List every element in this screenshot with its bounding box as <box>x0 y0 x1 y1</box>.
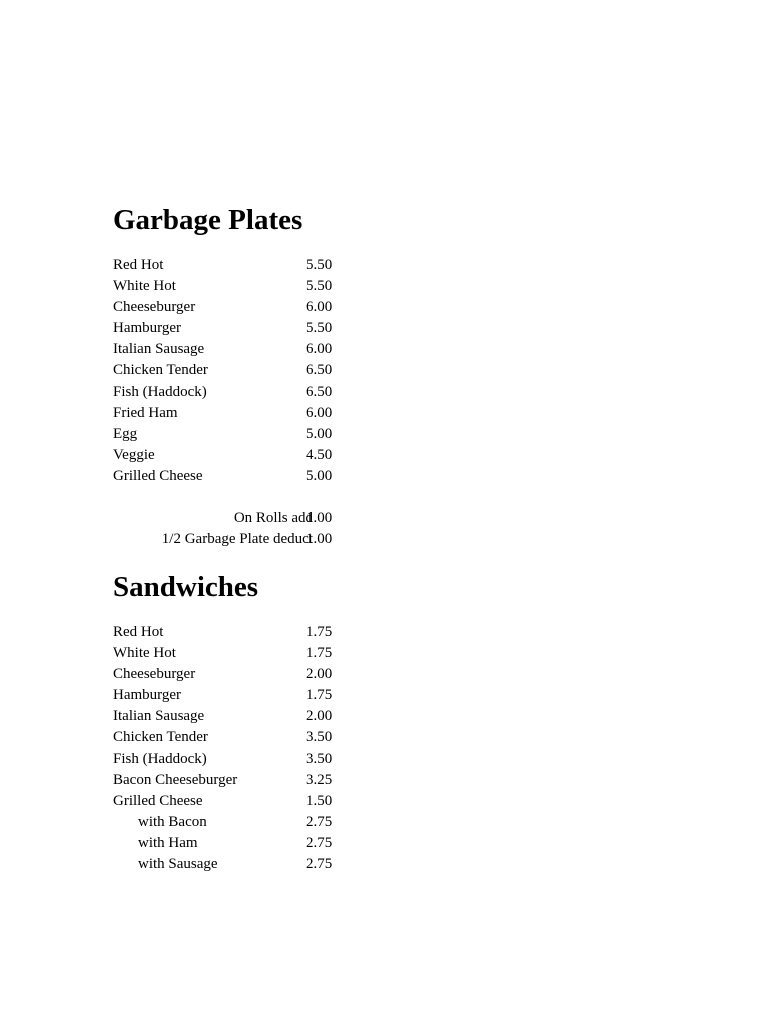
garbage-plate-item <box>113 276 353 297</box>
item-price: 1.75 <box>306 687 333 704</box>
item-price: 2.75 <box>306 834 333 851</box>
sandwich-item <box>113 770 353 791</box>
item-price: 4.50 <box>306 446 333 463</box>
garbage-plate-item <box>113 318 353 339</box>
garbage-plates-list <box>113 255 353 487</box>
item-name: Red Hot <box>113 257 164 273</box>
item-price: 5.50 <box>306 278 333 295</box>
item-price: 1.00 <box>306 531 333 548</box>
sandwich-item <box>113 706 353 727</box>
item-price: 2.75 <box>306 813 333 830</box>
item-name: Hamburger <box>113 320 182 337</box>
sandwich-item <box>113 854 353 875</box>
garbage-plate-item <box>113 255 353 276</box>
item-name: Italian Sausage <box>113 708 205 725</box>
sandwich-item <box>113 643 353 664</box>
item-price: 3.50 <box>306 729 333 746</box>
item-name: Cheeseburger <box>113 666 196 683</box>
garbage-plate-item <box>113 360 353 381</box>
item-name: Egg <box>113 425 138 442</box>
item-name: with Bacon <box>138 813 207 830</box>
item-name: Fried Ham <box>113 404 178 421</box>
item-price: 1.75 <box>306 645 333 662</box>
garbage-plate-item <box>113 339 353 360</box>
garbage-plate-adjustment <box>113 508 353 529</box>
garbage-plate-item <box>113 445 353 466</box>
item-price: 2.75 <box>306 856 333 873</box>
item-price: 2.00 <box>306 708 333 725</box>
item-name: Fish (Haddock) <box>113 750 207 767</box>
item-price: 6.50 <box>306 383 333 400</box>
item-name: Red Hot <box>113 624 164 640</box>
item-name: White Hot <box>113 278 176 295</box>
item-price: 5.00 <box>306 425 333 442</box>
item-price: 6.50 <box>306 362 333 379</box>
garbage-plate-adjustment <box>113 529 353 550</box>
sandwiches-list <box>113 622 353 875</box>
item-name: Grilled Cheese <box>113 792 203 809</box>
sandwich-item <box>113 791 353 812</box>
item-name: Veggie <box>113 446 155 463</box>
item-name: with Ham <box>138 834 198 851</box>
sandwich-item <box>113 664 353 685</box>
item-price: 1.75 <box>306 624 333 640</box>
item-price: 6.00 <box>306 341 333 358</box>
garbage-plate-item <box>113 466 353 487</box>
item-name: Fish (Haddock) <box>113 383 207 400</box>
item-price: 1.50 <box>306 792 333 809</box>
item-price: 5.50 <box>306 320 333 337</box>
garbage-plate-item <box>113 403 353 424</box>
item-name: Grilled Cheese <box>113 467 203 484</box>
sandwich-item <box>113 727 353 748</box>
garbage-plate-item <box>113 297 353 318</box>
item-price: 2.00 <box>306 666 333 683</box>
item-price: 5.00 <box>306 467 333 484</box>
item-name: with Sausage <box>138 856 218 873</box>
item-name: 1/2 Garbage Plate deduct <box>161 531 313 548</box>
sandwich-item <box>113 685 353 706</box>
garbage-plates-adjustments-list <box>113 508 353 550</box>
item-name: Hamburger <box>113 687 182 704</box>
item-name: Chicken Tender <box>113 729 208 746</box>
sandwich-item <box>113 812 353 833</box>
item-name: White Hot <box>113 645 176 662</box>
item-price: 6.00 <box>306 404 333 421</box>
item-name: Cheeseburger <box>113 299 196 316</box>
sandwich-item <box>113 833 353 854</box>
item-name: Italian Sausage <box>113 341 205 358</box>
garbage-plate-item <box>113 382 353 403</box>
sandwich-item <box>113 622 353 643</box>
item-name: Bacon Cheeseburger <box>113 771 238 788</box>
sandwich-item <box>113 749 353 770</box>
item-price: 3.50 <box>306 750 333 767</box>
item-price: 6.00 <box>306 299 333 316</box>
item-name: On Rolls add <box>233 510 313 526</box>
item-price: 5.50 <box>306 257 333 273</box>
item-name: Chicken Tender <box>113 362 208 379</box>
item-price: 3.25 <box>306 771 333 788</box>
garbage-plates-heading: Garbage Plates <box>113 204 303 236</box>
item-price: 1.00 <box>306 510 333 526</box>
garbage-plate-item <box>113 424 353 445</box>
sandwiches-heading: Sandwiches <box>113 571 259 603</box>
